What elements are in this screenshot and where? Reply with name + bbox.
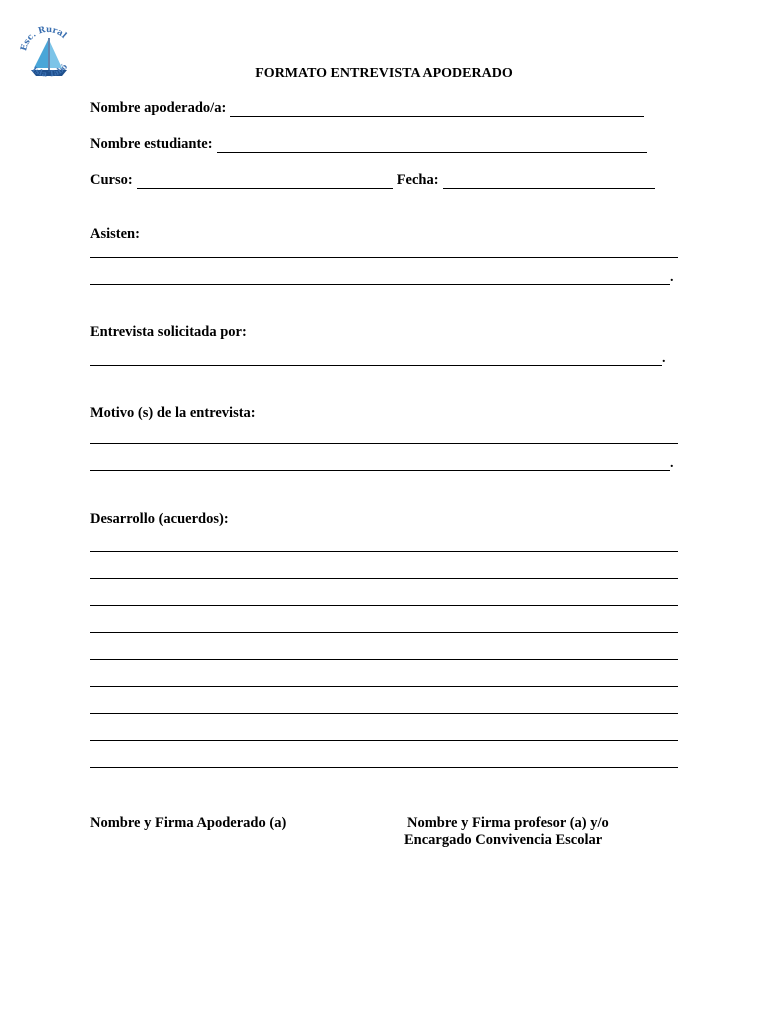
attendees-line-2[interactable] [90,284,670,285]
logo-top-text: Esc. Rural [20,24,69,53]
student-name-label: Nombre estudiante: [90,136,213,152]
reasons-line-end: . [670,456,674,471]
development-line[interactable] [90,551,678,552]
teacher-signature-line1: Nombre y Firma profesor (a) y/o [407,815,609,831]
reasons-label: Motivo (s) de la entrevista: [90,405,256,421]
development-line[interactable] [90,686,678,687]
development-line[interactable] [90,713,678,714]
course-label: Curso: [90,172,133,188]
course-input-line[interactable] [137,175,393,189]
student-name-row [90,136,647,153]
requested-by-line[interactable] [90,365,662,366]
logo-bottom-text: Isla Tabó [30,61,70,79]
development-line[interactable] [90,659,678,660]
development-line[interactable] [90,605,678,606]
student-name-input-line[interactable] [217,139,647,153]
guardian-name-row [90,100,644,117]
guardian-signature-label: Nombre y Firma Apoderado (a) [90,815,287,831]
guardian-name-input-line[interactable] [230,103,644,117]
teacher-signature-line2: Encargado Convivencia Escolar [404,832,603,848]
development-line[interactable] [90,578,678,579]
development-line[interactable] [90,740,678,741]
date-label: Fecha: [396,172,439,188]
attendees-line-1[interactable] [90,257,678,258]
development-line[interactable] [90,767,678,768]
course-date-row [90,172,655,189]
development-label: Desarrollo (acuerdos): [90,511,229,527]
requested-by-label: Entrevista solicitada por: [90,324,247,340]
requested-by-line-end: . [662,351,666,366]
development-line[interactable] [90,632,678,633]
attendees-line-end: . [670,270,674,285]
attendees-label: Asisten: [90,226,140,242]
logo-sail-left [34,40,48,68]
page-title: FORMATO ENTREVISTA APODERADO [255,66,513,81]
reasons-line-1[interactable] [90,443,678,444]
guardian-name-label: Nombre apoderado/a: [90,100,227,116]
date-input-line[interactable] [443,175,655,189]
reasons-line-2[interactable] [90,470,670,471]
teacher-signature-block [404,815,609,849]
